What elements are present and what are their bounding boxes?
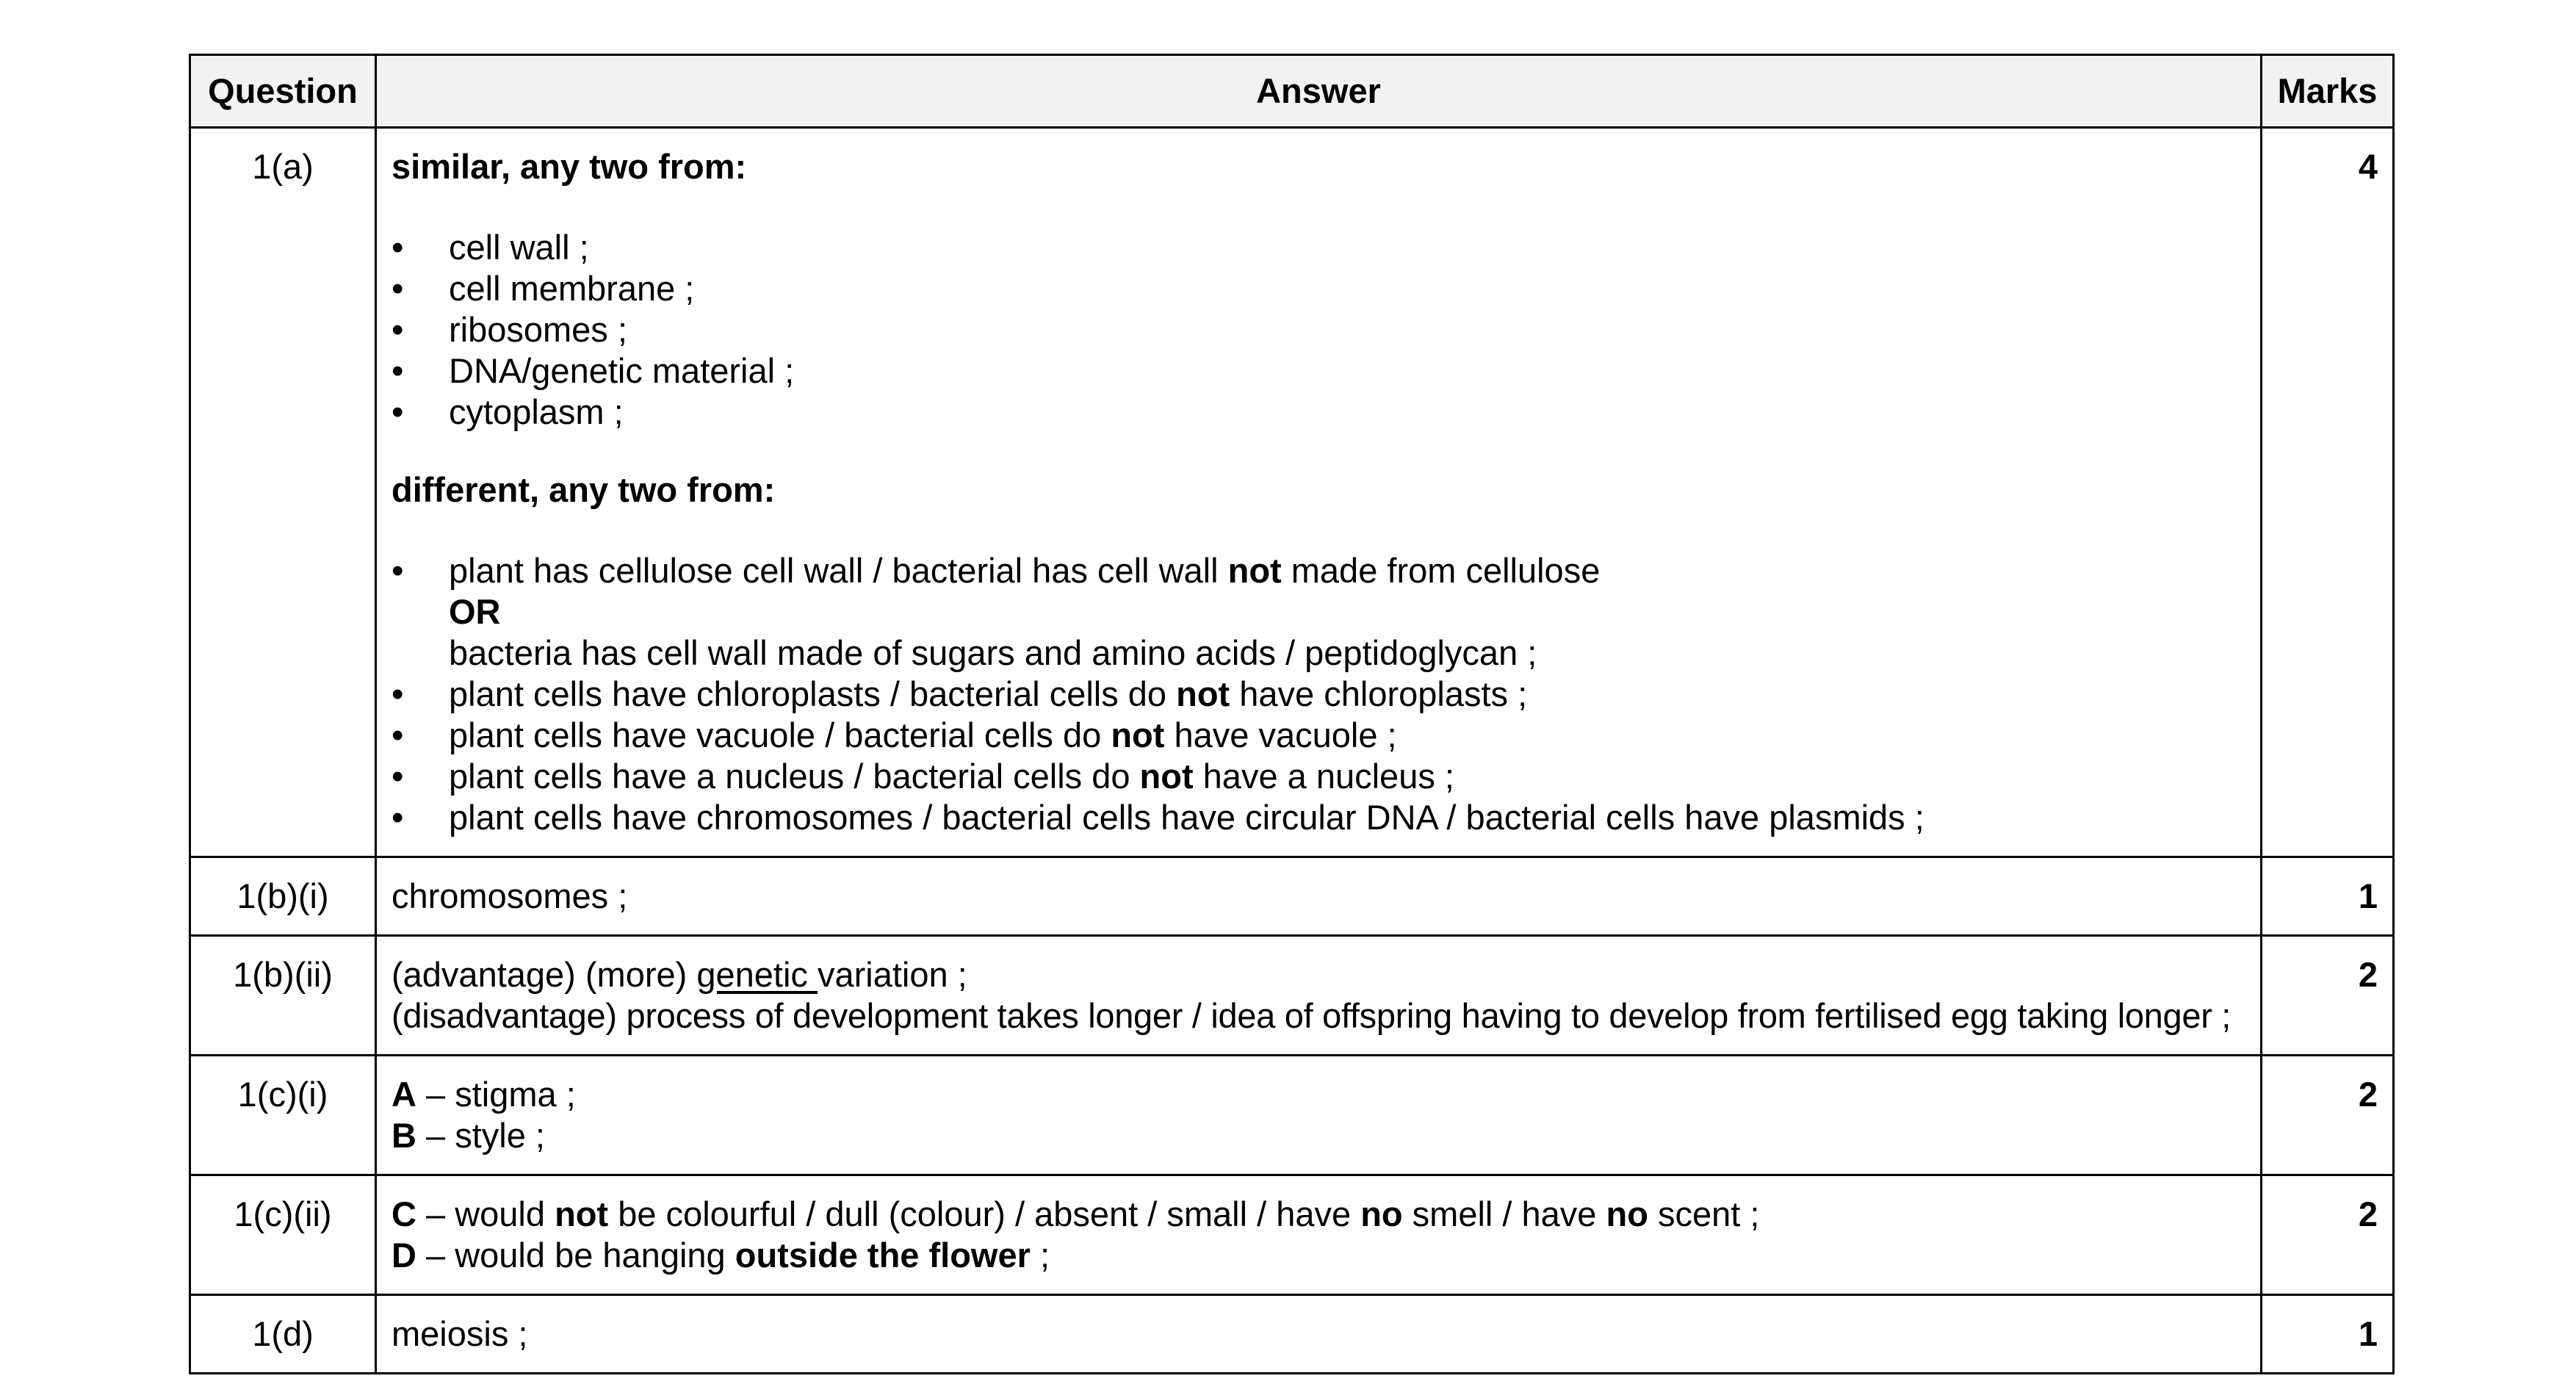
table-row: [190, 1295, 2394, 1374]
answer-text: (disadvantage) process of development takes longer / idea of offspring having to develop from fertilised egg taking longer ;: [392, 996, 2232, 1035]
list-item: • cell wall ;: [392, 227, 2244, 268]
table-row: [190, 936, 2394, 1056]
answer-cell: [376, 128, 2262, 857]
list-item: [392, 550, 2244, 674]
header-question: Question: [190, 55, 376, 128]
item-text: have vacuole ;: [1164, 715, 1397, 754]
header-answer: Answer: [376, 55, 2262, 128]
list-item: [392, 674, 2244, 715]
answer-text: scent ;: [1648, 1194, 1760, 1233]
answer-label: C: [392, 1194, 416, 1233]
answer-emphasis: no: [1606, 1194, 1648, 1233]
item-text: plant cells have chromosomes / bacterial cells have circular DNA / bacterial cells have plasmids ;: [449, 798, 1924, 837]
marks-cell: 1: [2262, 1295, 2394, 1374]
item-text: have a nucleus ;: [1193, 757, 1454, 796]
question-cell: 1(c)(i): [190, 1056, 376, 1175]
answer-text: be colourful / dull (colour) / absent / small / have: [608, 1194, 1361, 1233]
answer-text: – would: [416, 1194, 555, 1233]
list-item: • cell membrane ;: [392, 268, 2244, 309]
answer-cell: [376, 1175, 2262, 1295]
item-text: plant cells have a nucleus / bacterial cells do: [449, 757, 1140, 796]
similar-heading: similar, any two from:: [392, 147, 747, 186]
table-row: [190, 1175, 2394, 1295]
answer-label: B: [392, 1116, 416, 1155]
answer-text: – would be hanging: [416, 1236, 735, 1275]
item-alternative: bacteria has cell wall made of sugars and amino acids / peptidoglycan ;: [449, 633, 1537, 672]
question-cell: 1(d): [190, 1295, 376, 1374]
table-header: [190, 55, 2394, 128]
answer-cell: [376, 1056, 2262, 1175]
item-emphasis: not: [1176, 674, 1230, 713]
marks-cell: 1: [2262, 857, 2394, 936]
answer-emphasis: no: [1360, 1194, 1403, 1233]
answer-cell: [376, 936, 2262, 1056]
answer-text: – style ;: [416, 1116, 545, 1155]
item-emphasis: not: [1227, 551, 1282, 590]
question-cell: 1(b)(i): [190, 857, 376, 936]
list-item: [392, 756, 2244, 797]
item-text: made from cellulose: [1281, 551, 1601, 590]
answer-label: D: [392, 1236, 416, 1275]
different-list: [392, 550, 2244, 838]
question-cell: 1(c)(ii): [190, 1175, 376, 1295]
mark-scheme-table: [189, 54, 2395, 1374]
answer-text: – stigma ;: [416, 1075, 576, 1114]
list-item: [392, 797, 2244, 838]
list-item: • ribosomes ;: [392, 309, 2244, 350]
list-item: [392, 715, 2244, 756]
item-text: plant has cellulose cell wall / bacterial has cell wall: [449, 551, 1228, 590]
answer-cell: meiosis ;: [376, 1295, 2262, 1374]
answer-emphasis: not: [555, 1194, 609, 1233]
item-text: plant cells have chloroplasts / bacterial cells do: [449, 674, 1177, 713]
different-heading: different, any two from:: [392, 470, 776, 509]
question-cell: 1(b)(ii): [190, 936, 376, 1056]
item-emphasis: not: [1111, 715, 1165, 754]
answer-text: (advantage) (more): [392, 955, 697, 994]
list-item: • DNA/genetic material ;: [392, 350, 2244, 392]
table-row: [190, 857, 2394, 936]
answer-text: ;: [1030, 1236, 1050, 1275]
answer-text: variation ;: [817, 955, 967, 994]
answer-cell: chromosomes ;: [376, 857, 2262, 936]
question-cell: 1(a): [190, 128, 376, 857]
similar-list: [392, 227, 2244, 433]
underlined-keyword: genetic: [696, 955, 818, 994]
table-row: [190, 128, 2394, 857]
marks-cell: 2: [2262, 936, 2394, 1056]
item-text: plant cells have vacuole / bacterial cells do: [449, 715, 1111, 754]
item-text: have chloroplasts ;: [1230, 674, 1528, 713]
answer-text: smell / have: [1402, 1194, 1606, 1233]
marks-cell: 2: [2262, 1175, 2394, 1295]
header-row: [190, 55, 2394, 128]
marks-cell: 2: [2262, 1056, 2394, 1175]
item-emphasis: not: [1139, 757, 1194, 796]
answer-emphasis: outside the flower: [735, 1236, 1031, 1275]
or-label: OR: [449, 592, 501, 631]
table-row: [190, 1056, 2394, 1175]
list-item: • cytoplasm ;: [392, 392, 2244, 433]
answer-label: A: [392, 1075, 416, 1114]
header-marks: Marks: [2262, 55, 2394, 128]
marks-cell: 4: [2262, 128, 2394, 857]
